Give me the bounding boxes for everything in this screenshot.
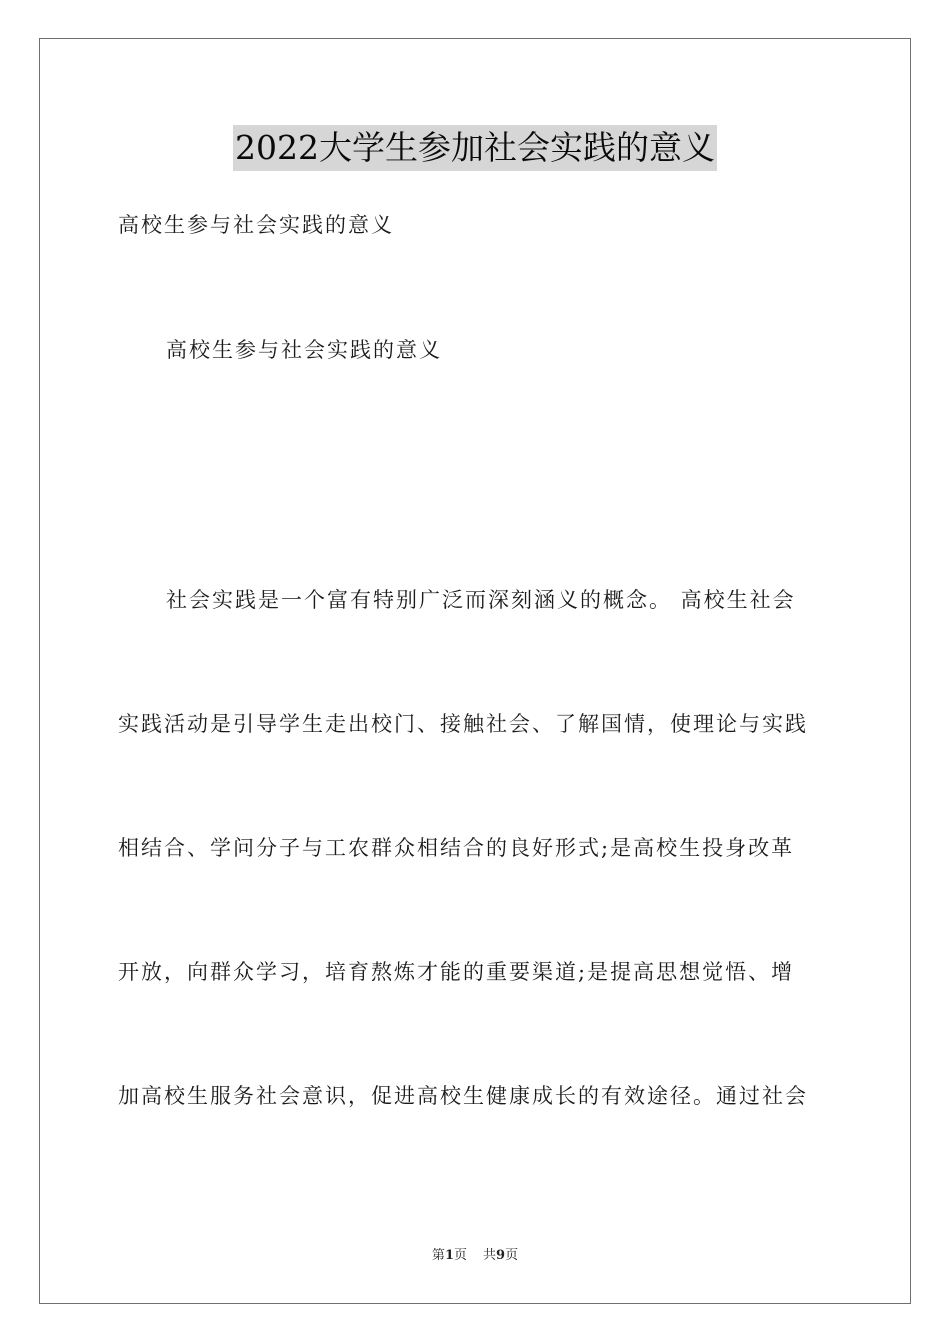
body-text-line: 加高校生服务社会意识，促进高校生健康成长的有效途径。通过社会 — [118, 1084, 808, 1108]
page-footer — [0, 1247, 950, 1265]
body-text-line: 相结合、学问分子与工农群众相结合的良好形式;是高校生投身改革 — [118, 836, 795, 860]
page-number: 1 — [444, 1248, 454, 1263]
body-text-line: 开放，向群众学习，培育熬炼才能的重要渠道;是提高思想觉悟、增 — [118, 960, 795, 984]
body-text-line: 社会实践是一个富有特别广泛而深刻涵义的概念。 高校生社会 — [166, 588, 796, 612]
total-pages: 9 — [496, 1248, 506, 1263]
page-suffix: 页 — [453, 1248, 467, 1263]
total-prefix: 共 — [483, 1248, 497, 1263]
total-suffix: 页 — [505, 1248, 519, 1263]
document-title: 2022大学生参加社会实践的意义 — [233, 125, 717, 171]
section-subheading: 高校生参与社会实践的意义 — [166, 338, 442, 362]
page-prefix: 第 — [431, 1248, 445, 1263]
body-text-line: 实践活动是引导学生走出校门、接触社会、了解国情，使理论与实践 — [118, 712, 808, 736]
section-heading: 高校生参与社会实践的意义 — [118, 213, 394, 237]
title-container — [0, 125, 950, 171]
